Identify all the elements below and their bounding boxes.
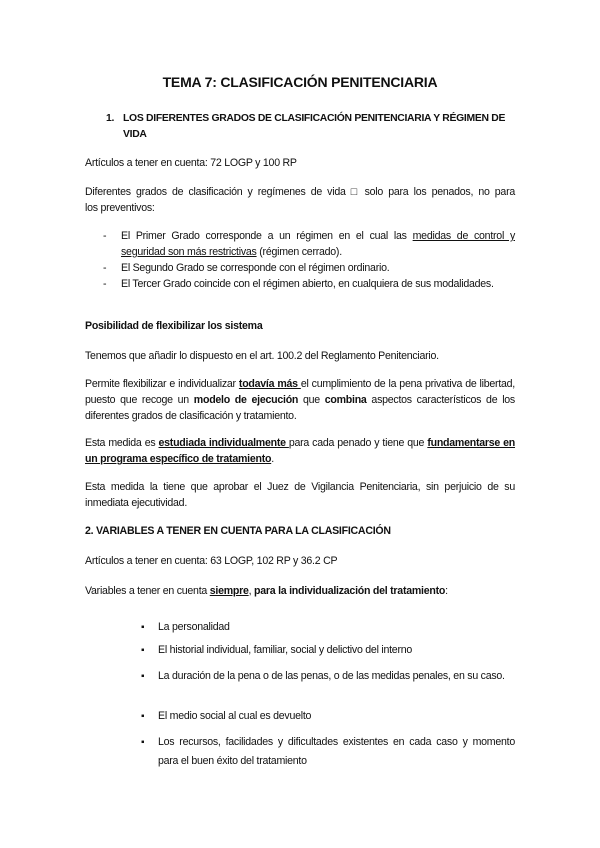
- bold-underlined-text: todavía más: [238, 378, 301, 390]
- section-2-heading: 2. VARIABLES A TENER EN CUENTA PARA LA CLASIFICACIÓN: [85, 525, 391, 537]
- variable-item-text: La duración de la pena o de las penas, o de las medidas penales, en su caso.: [158, 670, 505, 682]
- variable-item-text: La personalidad: [158, 621, 230, 633]
- variable-item-text: El historial individual, familiar, social y delictivo del interno: [158, 644, 413, 656]
- bold-text: combina: [324, 394, 367, 406]
- text-run: Esta medida es: [85, 437, 159, 449]
- text-run: ,: [248, 585, 255, 597]
- bullet-icon: ▪: [141, 622, 145, 633]
- flexibility-paragraph-3: [85, 435, 515, 467]
- section-1-title: LOS DIFERENTES GRADOS DE CLASIFICACIÓN PENITENCIARIA Y RÉGIMEN DE VIDA: [123, 113, 506, 140]
- text-run: Variables a tener en cuenta: [85, 585, 210, 597]
- page-title: TEMA 7: CLASIFICACIÓN PENITENCIARIA: [162, 74, 438, 90]
- text-run: que: [298, 394, 325, 406]
- text-run: Permite flexibilizar e individualizar: [85, 378, 239, 390]
- bullet-icon: ▪: [141, 671, 145, 682]
- text-run: el cumplimiento de la pena privativa de libertad, puesto que recoge un: [85, 378, 515, 406]
- flexibility-paragraph-1: Tenemos que añadir lo dispuesto en el art. 100.2 del Reglamento Penitenciario.: [85, 350, 439, 362]
- intro-line-2: los preventivos:: [85, 202, 155, 214]
- variables-intro: [85, 583, 515, 599]
- bold-text: para la individualización del tratamiento: [254, 585, 446, 597]
- grade-item-text: El Tercer Grado coincide con el régimen abierto, en cualquiera de sus modalidades.: [121, 278, 494, 290]
- grade-item-text-end: (régimen cerrado).: [256, 246, 342, 258]
- flexibility-paragraph-4: Esta medida la tiene que aprobar el Juez de Vigilancia Penitenciaria, sin perjuicio de su inmediata ejecutividad.: [85, 481, 515, 509]
- section-2-articles: Artículos a tener en cuenta: 63 LOGP, 102 RP y 36.2 CP: [85, 555, 338, 567]
- text-run: aspectos característicos de los diferentes grados de clasificación y tratamiento.: [85, 394, 515, 422]
- dash-marker: -: [103, 278, 107, 290]
- bold-underlined-text: fundamentarse en un programa específico de tratamiento: [85, 437, 516, 465]
- flexibility-heading: Posibilidad de flexibilizar los sistema: [85, 320, 263, 332]
- section-1-intro: [85, 184, 515, 216]
- grade-item-text-start: El Primer Grado corresponde a un régimen en el cual las: [121, 230, 413, 242]
- bold-underlined-text: siempre: [209, 585, 249, 597]
- text-run: .: [271, 453, 274, 465]
- grade-item-text: El Segundo Grado se corresponde con el régimen ordinario.: [121, 262, 390, 274]
- bullet-icon: ▪: [141, 737, 145, 748]
- dash-marker: -: [103, 262, 107, 274]
- bold-text: modelo de ejecución: [193, 394, 299, 406]
- bullet-icon: ▪: [141, 645, 145, 656]
- intro-line-1: Diferentes grados de clasificación y regímenes de vida □ solo para los penados, no para: [85, 186, 515, 198]
- text-run: para cada penado y tiene que: [288, 437, 428, 449]
- variable-item-text: El medio social al cual es devuelto: [158, 710, 312, 722]
- section-1-articles: Artículos a tener en cuenta: 72 LOGP y 100 RP: [85, 157, 297, 169]
- text-run: :: [445, 585, 448, 597]
- bullet-icon: ▪: [141, 711, 145, 722]
- restrictive-measures-underlined: medidas de control y seguridad son más restrictivas: [121, 230, 515, 258]
- section-1-number: 1.: [106, 113, 115, 124]
- dash-marker: -: [103, 230, 107, 242]
- flexibility-paragraph-2: [85, 376, 515, 424]
- variable-item-text: Los recursos, facilidades y dificultades existentes en cada caso y momento para el buen éxito del tratamiento: [158, 736, 515, 767]
- grade-item-text: [121, 228, 515, 260]
- bold-underlined-text: estudiada individualmente: [158, 437, 289, 449]
